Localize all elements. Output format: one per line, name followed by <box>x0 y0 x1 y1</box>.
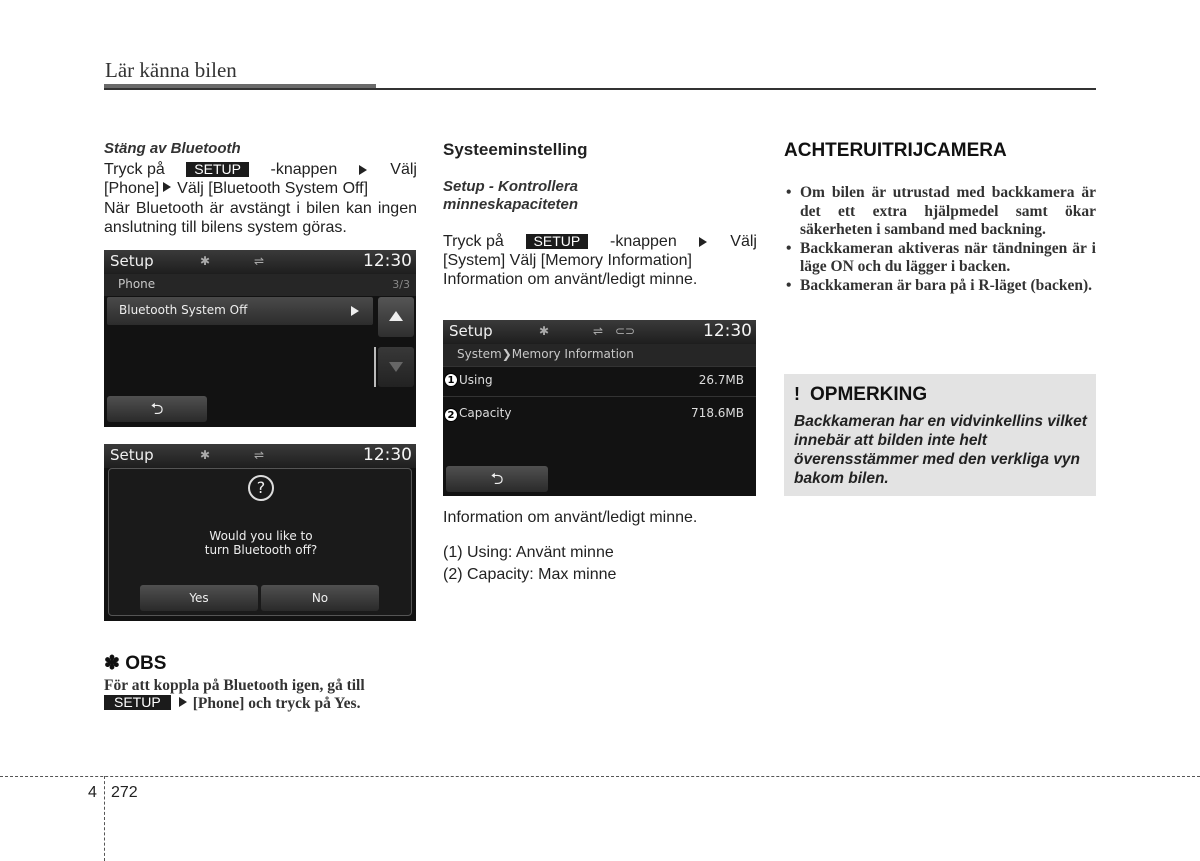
column-left <box>104 140 417 237</box>
confirm-dialog <box>108 468 412 616</box>
chevron-right-icon <box>351 306 359 316</box>
arrow-up-icon <box>389 311 403 321</box>
back-button[interactable] <box>446 466 548 492</box>
bluetooth-icon: ✱ <box>539 324 550 338</box>
dialog-message <box>109 529 413 557</box>
bluetooth-icon: ✱ <box>200 254 211 268</box>
instr-phone: [Phone] <box>104 180 160 197</box>
list-item: • Backkameran aktiveras när tändningen är i läge ON och du lägger i backen. <box>784 240 1096 277</box>
scrollbar[interactable] <box>374 347 376 387</box>
screen-clock: 12:30 <box>703 321 752 341</box>
back-icon: ⮌ <box>150 399 164 418</box>
aux-icon: ⊂⊃ <box>615 324 636 338</box>
instr-line2: [System] Välj [Memory Information] <box>443 252 692 269</box>
back-button[interactable] <box>107 396 207 422</box>
usb-icon: ⇌ <box>254 254 265 268</box>
memory-caption: Information om använt/ledigt minne. <box>443 509 698 526</box>
bluetooth-off-instructions <box>104 160 417 198</box>
rear-camera-heading: ACHTERUITRIJCAMERA <box>784 140 1007 161</box>
bluetooth-icon: ✱ <box>200 448 211 462</box>
back-icon: ⮌ <box>490 469 504 488</box>
scroll-up-button[interactable] <box>378 297 414 337</box>
page-number: 272 <box>111 784 138 801</box>
screen-clock: 12:30 <box>363 445 412 465</box>
memory-check-subheading: Setup - Kontrollera minneskapaciteten <box>443 178 579 213</box>
rear-camera-list <box>784 184 1096 295</box>
screen-title: Setup <box>449 322 493 340</box>
memory-caption-block <box>443 508 757 586</box>
bluetooth-system-off-item[interactable] <box>107 297 373 325</box>
obs-line2-wrap <box>104 695 417 713</box>
arrow-right-icon <box>163 182 171 192</box>
memory-instructions <box>443 232 757 289</box>
arrow-right-icon <box>699 237 707 247</box>
screen-subheader <box>104 274 416 296</box>
screen-subheader-label: Phone <box>118 277 156 291</box>
memory-legend-2: (2) Capacity: Max minne <box>443 566 617 583</box>
note-text: Backkameran har en vidvinkellins vilket innebär att bilden inte helt överensstämmer med den verkliga vyn bakom bilen. <box>794 413 1087 487</box>
obs-note <box>104 652 417 713</box>
instr-bt-off: Välj [Bluetooth System Off] <box>177 180 369 197</box>
capacity-value: 718.6MB <box>691 406 744 420</box>
footer-rule <box>0 776 1200 777</box>
warning-icon: ! <box>794 384 800 404</box>
dialog-message-line2: turn Bluetooth off? <box>204 543 318 557</box>
bluetooth-off-heading: Stäng av Bluetooth <box>104 140 241 157</box>
setup-key-badge: SETUP <box>104 695 171 710</box>
note-heading: OPMERKING <box>810 384 928 405</box>
screen-clock: 12:30 <box>363 251 412 271</box>
page-header-title: Lär känna bilen <box>105 58 237 82</box>
column-middle <box>443 140 757 289</box>
capacity-label: Capacity <box>459 406 512 420</box>
memory-legend-1: (1) Using: Använt minne <box>443 544 614 561</box>
bluetooth-off-note: När Bluetooth är avstängt i bilen kan ingen anslutning till bilens system göras. <box>104 200 417 236</box>
question-icon: ? <box>248 475 274 501</box>
instr-prefix: Tryck på <box>104 161 165 178</box>
callout-1: 1 <box>444 373 458 387</box>
using-label: Using <box>459 373 493 387</box>
instr-prefix: Tryck på <box>443 233 504 250</box>
arrow-down-icon <box>389 362 403 372</box>
obs-line2: [Phone] och tryck på Yes. <box>192 695 361 712</box>
screen-page-indicator: 3/3 <box>392 278 410 291</box>
dialog-message-line1: Would you like to <box>209 529 313 543</box>
yes-button[interactable]: Yes <box>140 585 258 611</box>
scroll-down-button[interactable] <box>378 347 414 387</box>
screen-status-bar <box>104 250 416 274</box>
no-button[interactable]: No <box>261 585 379 611</box>
list-item: • Om bilen är utrustad med backkamera är det ett extra hjälpmedel samt ökar säkerheten i samband med backning. <box>784 184 1096 240</box>
caution-note-box <box>784 374 1096 496</box>
instr-mid: -knappen <box>610 233 677 250</box>
instr-line3: Information om använt/ledigt minne. <box>443 271 698 288</box>
instr-mid: -knappen <box>270 161 338 178</box>
setup-key-badge: SETUP <box>526 234 589 249</box>
screen-subheader-label: System❯Memory Information <box>457 347 634 361</box>
obs-heading: ✽ OBS <box>104 653 167 674</box>
instr-select: Välj <box>730 233 757 250</box>
usb-icon: ⇌ <box>254 448 265 462</box>
note-heading-row <box>794 384 927 406</box>
using-value: 26.7MB <box>698 373 744 387</box>
setup-key-badge: SETUP <box>186 162 249 177</box>
column-right <box>784 140 1096 295</box>
screen-status-bar <box>104 444 416 468</box>
system-settings-heading: Systeeminstelling <box>443 140 588 159</box>
callout-2: 2 <box>444 408 458 422</box>
screen-memory-info <box>443 320 756 496</box>
screen-phone-setup <box>104 250 416 427</box>
arrow-right-icon <box>179 697 187 707</box>
obs-line1: För att koppla på Bluetooth igen, gå till <box>104 677 365 694</box>
screen-subheader <box>443 344 756 366</box>
footer-divider <box>104 776 105 861</box>
divider <box>443 396 756 397</box>
screen-title: Setup <box>110 446 154 464</box>
header-rule-thin <box>104 88 1096 90</box>
arrow-right-icon <box>359 165 367 175</box>
instr-select: Välj <box>390 161 417 178</box>
screen-status-bar <box>443 320 756 344</box>
bluetooth-system-off-label: Bluetooth System Off <box>119 303 248 317</box>
chapter-number: 4 <box>88 784 97 801</box>
list-item: • Backkameran är bara på i R-läget (backen). <box>784 277 1096 296</box>
divider <box>443 366 756 367</box>
screen-title: Setup <box>110 252 154 270</box>
usb-icon: ⇌ <box>593 324 604 338</box>
screen-bluetooth-dialog <box>104 444 416 621</box>
